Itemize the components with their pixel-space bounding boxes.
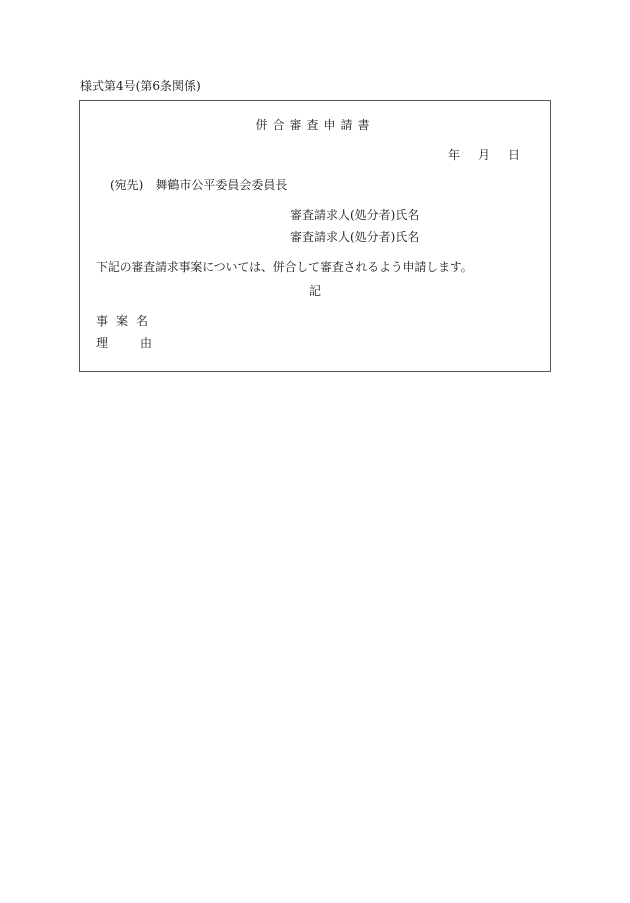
date-line <box>412 147 520 163</box>
date-month-label: 月 <box>477 148 490 162</box>
application-form-frame <box>79 100 551 372</box>
addressee: (宛先) 舞鶴市公平委員会委員長 <box>110 178 288 192</box>
request-statement: 下記の審査請求事案については、併合して審査されるよう申請します。 <box>96 260 473 274</box>
date-year-label: 年 <box>447 148 460 162</box>
form-number: 様式第4号(第6条関係) <box>80 79 201 93</box>
item-case-name: 事案名 <box>96 314 157 328</box>
item-reason: 理由 <box>96 336 185 350</box>
ki-heading: 記 <box>308 284 321 298</box>
applicant-name-1: 審査請求人(処分者)氏名 <box>290 208 420 222</box>
applicant-name-2: 審査請求人(処分者)氏名 <box>290 230 420 244</box>
date-year-blank <box>412 147 430 163</box>
date-day-label: 日 <box>507 148 520 162</box>
document-title: 併合審査申請書 <box>255 118 375 132</box>
